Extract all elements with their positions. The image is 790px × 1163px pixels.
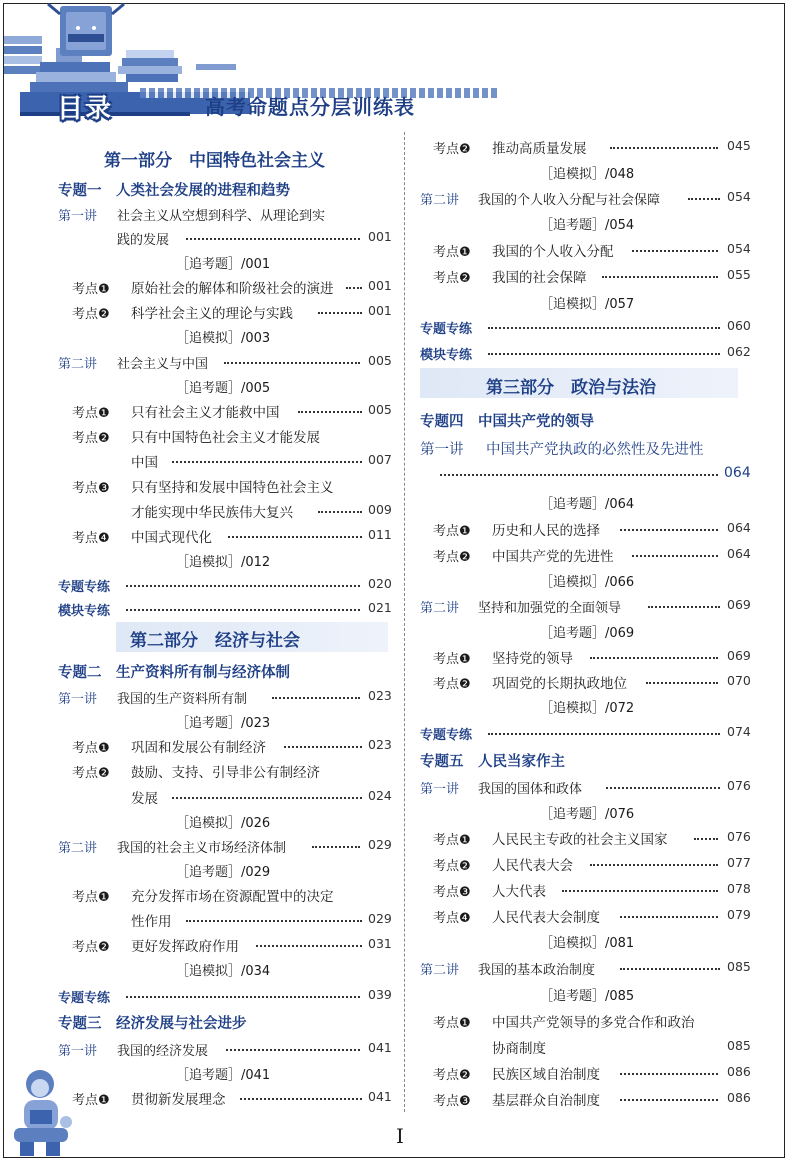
lecture-title: 社会主义与中国 [117,357,209,372]
page-number: 024 [368,788,392,803]
chase-mock-label: ［追模拟］/057 [540,297,635,312]
leader-dots [590,864,718,866]
page-number: 021 [368,600,392,615]
key-point-label: 考点❶ [433,1016,471,1031]
page-number: 055 [727,267,751,282]
lecture-title: 我国的社会主义市场经济体制 [117,841,287,856]
key-point-text: 发展 [131,791,158,807]
leader-dots [240,1098,362,1100]
leader-dots [298,411,362,413]
lecture-title: 社会主义从空想到科学、从理论到实 [117,209,326,224]
key-point-label: 考点❶ [72,741,110,756]
leader-dots [440,474,718,476]
key-point-text: 原始社会的解体和阶级社会的演进 [131,281,334,297]
module-practice-label: 模块专练 [58,604,111,619]
key-point-text: 贯彻新发展理念 [131,1092,226,1108]
chase-mock-label: ［追模拟］/048 [540,167,635,182]
page-number: 054 [727,189,751,204]
leader-dots [126,609,360,611]
lecture-label: 第一讲 [420,442,464,458]
leader-dots [620,1073,718,1075]
page-number: 076 [727,829,751,844]
chase-mock-label: ［追模拟］/003 [176,331,271,346]
page-number: 001 [368,278,392,293]
contents-label: 目录 [57,94,114,124]
topic-two-heading: 专题二 生产资料所有制与经济体制 [58,665,290,681]
topic-one-heading: 专题一 人类社会发展的进程和趋势 [58,183,290,199]
page-number: 064 [724,465,751,481]
key-point-label: 考点❶ [433,245,471,260]
leader-dots [284,746,362,748]
chase-mock-label: ［追模拟］/026 [176,816,271,831]
page-number: 020 [368,576,392,591]
leader-dots [318,511,362,513]
key-point-label: 考点❷ [72,431,110,446]
leader-dots [346,287,362,289]
page-number: 005 [368,402,392,417]
key-point-text: 才能实现中华民族伟大复兴 [131,505,293,521]
leader-dots [272,697,360,699]
leader-dots [256,945,362,947]
lecture-title: 践的发展 [117,233,170,248]
lecture-title: 我国的生产资料所有制 [117,692,248,707]
chase-exam-label: ［追考题］/069 [540,626,635,641]
page-border [3,3,785,1158]
leader-dots [226,1049,360,1051]
leader-dots [620,968,720,970]
leader-dots [606,787,720,789]
key-point-text: 性作用 [131,914,172,930]
key-point-label: 考点❶ [433,524,471,539]
page-number: 069 [727,597,751,612]
key-point-label: 考点❶ [72,282,110,297]
key-point-text: 人大代表 [492,884,546,900]
topic-four-heading: 专题四 中国共产党的领导 [420,414,594,430]
leader-dots [224,362,360,364]
key-point-label: 考点❹ [72,531,110,546]
page-number: 041 [368,1089,392,1104]
page-number: 007 [368,452,392,467]
key-point-text: 只有中国特色社会主义才能发展 [131,430,320,446]
leader-dots [186,920,362,922]
key-point-text: 充分发挥市场在资源配置中的决定 [131,889,334,905]
leader-dots [186,238,360,240]
page-number: 085 [727,959,751,974]
chase-exam-label: ［追考题］/085 [540,989,635,1004]
lecture-label: 第二讲 [420,193,460,208]
leader-dots [590,657,718,659]
lecture-title: 坚持和加强党的全面领导 [478,601,622,616]
page-number: 062 [727,344,751,359]
page-number: 077 [727,855,751,870]
topic-three-heading: 专题三 经济发展与社会进步 [58,1016,247,1032]
module-practice-label: 模块专练 [420,348,473,363]
page-number: 069 [727,648,751,663]
page-number: 029 [368,911,392,926]
leader-dots [312,846,360,848]
topic-five-heading: 专题五 人民当家作主 [420,754,565,770]
page-number: 078 [727,881,751,896]
page-number: 086 [727,1064,751,1079]
key-point-text: 人民民主专政的社会主义国家 [492,832,668,848]
key-point-label: 考点❶ [433,833,471,848]
lecture-title: 中国共产党执政的必然性及先进性 [486,442,704,458]
part-two-heading: 第二部分 经济与社会 [130,631,300,651]
page-number: 011 [368,527,392,542]
reading-girl-illustration [6,1066,76,1158]
page-number: 086 [727,1090,751,1105]
page-number: 001 [368,229,392,244]
lecture-label: 第一讲 [58,209,98,224]
key-point-text: 我国的个人收入分配 [492,244,614,260]
key-point-label: 考点❷ [433,677,471,692]
leader-dots [648,606,720,608]
chase-exam-label: ［追考题］/023 [176,716,271,731]
page-number: 005 [368,353,392,368]
topic-practice-label: 专题专练 [420,322,473,337]
key-point-text: 推动高质量发展 [492,141,587,157]
lecture-title: 我国的基本政治制度 [478,963,596,978]
key-point-label: 考点❷ [72,307,110,322]
topic-practice-label: 专题专练 [58,580,111,595]
lecture-title: 我国的国体和政体 [478,782,583,797]
page-number: 023 [368,688,392,703]
key-point-text: 只有坚持和发展中国特色社会主义 [131,480,334,496]
page-number: 070 [727,673,751,688]
key-point-label: 考点❷ [433,271,471,286]
lecture-label: 第二讲 [420,963,460,978]
page-number: 023 [368,737,392,752]
leader-dots [632,555,718,557]
lecture-label: 第一讲 [58,1044,98,1059]
page-number: 079 [727,907,751,922]
key-point-label: 考点❸ [433,1094,471,1109]
leader-dots [620,1099,718,1101]
chase-exam-label: ［追考题］/029 [176,865,271,880]
part-three-heading: 第三部分 政治与法治 [486,378,656,398]
key-point-text: 中国共产党领导的多党合作和政治 [492,1015,695,1031]
chase-exam-label: ［追考题］/076 [540,807,635,822]
leader-dots [488,733,720,735]
chase-exam-label: ［追考题］/001 [176,257,271,272]
chase-mock-label: ［追模拟］/012 [176,555,271,570]
page-number: 031 [368,936,392,951]
leader-dots [126,585,360,587]
key-point-label: 考点❶ [72,1093,110,1108]
lecture-label: 第二讲 [58,357,98,372]
key-point-label: 考点❷ [72,766,110,781]
chase-mock-label: ［追模拟］/034 [176,964,271,979]
leader-dots [602,276,718,278]
key-point-text: 鼓励、支持、引导非公有制经济 [131,765,320,781]
key-point-label: 考点❷ [433,142,471,157]
key-point-text: 我国的社会保障 [492,270,587,286]
key-point-label: 考点❷ [72,940,110,955]
leader-dots [646,682,718,684]
page-number: 041 [368,1040,392,1055]
page-number: 045 [727,138,751,153]
key-point-label: 考点❶ [72,890,110,905]
key-point-text: 历史和人民的选择 [492,523,600,539]
key-point-text: 坚持党的领导 [492,651,573,667]
key-point-text: 协商制度 [492,1041,546,1057]
page-number: 054 [727,241,751,256]
leader-dots [172,797,362,799]
chase-exam-label: ［追考题］/041 [176,1068,271,1083]
page-number: 076 [727,778,751,793]
key-point-text: 中国 [131,455,158,471]
key-point-label: 考点❷ [433,859,471,874]
leader-dots [172,461,362,463]
lecture-label: 第一讲 [58,692,98,707]
key-point-text: 只有社会主义才能救中国 [131,405,280,421]
page-number: 085 [727,1038,751,1053]
part-one-heading: 第一部分 中国特色社会主义 [104,151,325,171]
page-number: 039 [368,987,392,1002]
page-number: 009 [368,502,392,517]
leader-dots [632,250,718,252]
key-point-text: 巩固党的长期执政地位 [492,676,627,692]
key-point-label: 考点❹ [433,911,471,926]
key-point-label: 考点❸ [433,885,471,900]
page-title: 高考命题点分层训练表 [205,95,415,119]
key-point-text: 民族区域自治制度 [492,1067,600,1083]
leader-dots [620,916,718,918]
chase-exam-label: ［追考题］/054 [540,218,635,233]
topic-practice-label: 专题专练 [420,728,473,743]
key-point-text: 基层群众自治制度 [492,1093,600,1109]
lecture-label: 第二讲 [58,841,98,856]
key-point-text: 中国式现代化 [131,530,212,546]
leader-dots [688,198,720,200]
lecture-label: 第二讲 [420,601,460,616]
page-header [0,0,790,125]
leader-dots [488,327,720,329]
key-point-label: 考点❸ [72,481,110,496]
key-point-text: 科学社会主义的理论与实践 [131,306,293,322]
key-point-text: 人民代表大会制度 [492,910,600,926]
lecture-title: 我国的个人收入分配与社会保障 [478,193,661,208]
key-point-text: 中国共产党的先进性 [492,549,614,565]
chase-mock-label: ［追模拟］/066 [540,575,635,590]
leader-dots [488,353,720,355]
chase-exam-label: ［追考题］/005 [176,381,271,396]
key-point-label: 考点❷ [433,1068,471,1083]
key-point-text: 人民代表大会 [492,858,573,874]
leader-dots [610,147,718,149]
page-number: 064 [727,546,751,561]
chase-mock-label: ［追模拟］/072 [540,701,635,716]
key-point-label: 考点❷ [433,550,471,565]
leader-dots [126,996,360,998]
key-point-label: 考点❶ [433,652,471,667]
page-number: 029 [368,837,392,852]
leader-dots [228,536,362,538]
topic-practice-label: 专题专练 [58,991,111,1006]
chase-mock-label: ［追模拟］/081 [540,936,635,951]
page-folio: I [396,1124,404,1148]
leader-dots [694,838,718,840]
leader-dots [620,529,718,531]
page-number: 074 [727,724,751,739]
leader-dots [318,312,362,314]
page-number: 001 [368,303,392,318]
leader-dots [562,890,718,892]
lecture-title: 我国的经济发展 [117,1044,209,1059]
page-number: 060 [727,318,751,333]
key-point-text: 更好发挥政府作用 [131,939,239,955]
page-number: 064 [727,520,751,535]
chase-exam-label: ［追考题］/064 [540,497,635,512]
column-divider [404,132,405,1112]
key-point-text: 巩固和发展公有制经济 [131,740,266,756]
lecture-label: 第一讲 [420,782,460,797]
key-point-label: 考点❶ [72,406,110,421]
